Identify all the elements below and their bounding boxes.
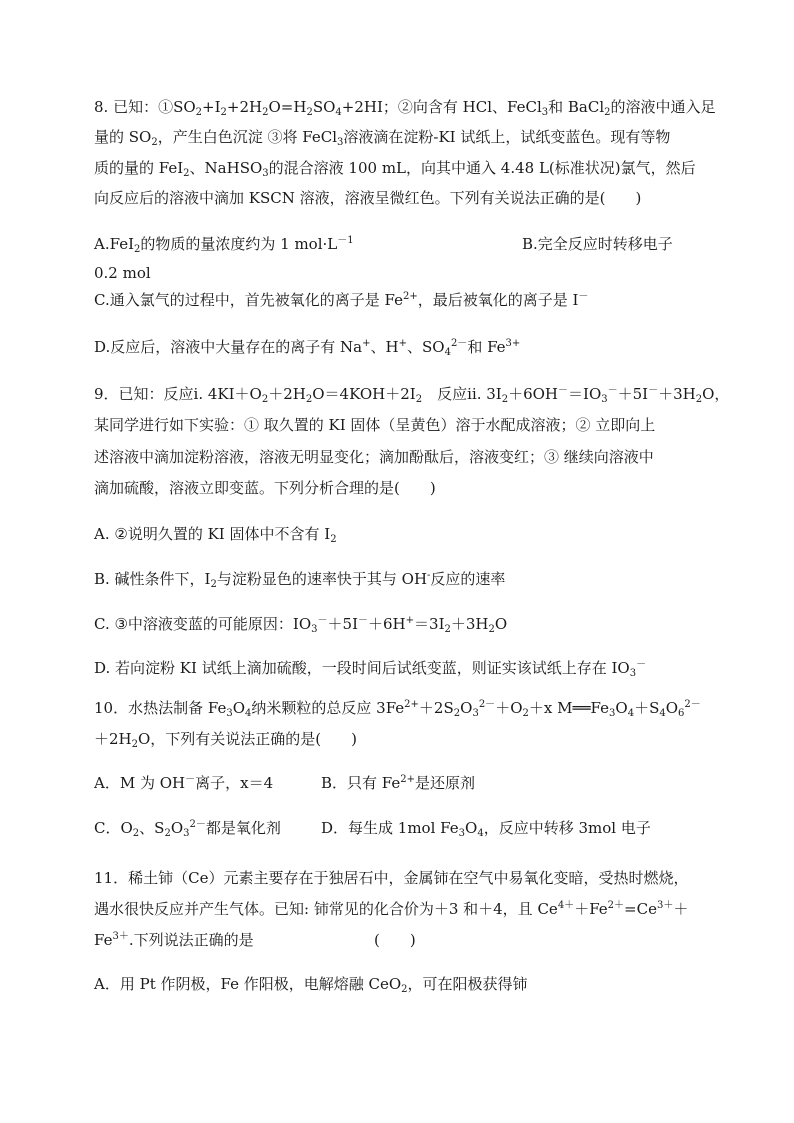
q11-line-2: 遇水很快反应并产生气体。已知: 铈常见的化合价为＋3 和＋4，且 $Ce^{4+}+Fe^{2+}=Ce^{3+}+$ xyxy=(94,900,689,918)
q9-line-2: 某同学进行如下实验：① 取久置的 KI 固体（呈黄色）溶于水配成溶液；② 立即向上 xyxy=(94,416,656,434)
q8-option-b: B.完全反应时转移电子 xyxy=(522,235,673,253)
q9-option-a: A. ②说明久置的 KI 固体中不含有 $I_2$ xyxy=(94,525,337,545)
q9-option-d: D. 若向淀粉 KI 试纸上滴加硫酸，一段时间后试纸变蓝，则证实该试纸上存在 $IO_3^-$ xyxy=(94,659,647,679)
q8-line-1: 8. 已知：$①SO_2+I_2+2H_2O=H_2SO_4+2HI$；②向含有 HCl、FeCl$_3$和 BaCl$_2$的溶液中通入足 xyxy=(94,98,716,118)
q9-line-1: 9．已知：反应ⅰ. $4KI+O_2+2H_2O=4KOH+2I_2$ 反应ⅱ. $3I_2+6OH^-=IO_3^-+5I^-+3H_2O$， xyxy=(94,385,730,405)
q8-line-2: 量的 $SO_2$，产生白色沉淀 ③将 FeCl$_3$溶液滴在淀粉-KI 试纸上，试纸变蓝色。现有等物 xyxy=(94,128,671,148)
q8-option-b-cont: 0.2 mol xyxy=(94,264,151,282)
q10-option-row-2 xyxy=(94,817,651,839)
q9-option-b: B. 碱性条件下，$I_2$与淀粉显色的速率快于其与 OH-反应的速率 xyxy=(94,570,506,590)
q8-option-a: A.FeI$_2$的物质的量浓度约为 1 $mol\cdot L^{-1}$ B.完全反应时转移电子 xyxy=(94,235,673,255)
q10-option-d: D．每生成 1mol $Fe_3O_4$，反应中转移 3mol 电子 xyxy=(321,819,651,839)
q8-line-3: 质的量的 FeI$_2$、NaHSO$_3$的混合溶液 100 mL，向其中通入 4.48 L(标准状况)氯气，然后 xyxy=(94,159,696,179)
q10-line-1: 10．水热法制备 $Fe_3O_4$纳米颗粒的总反应 $3Fe^{2+}+2S_2O_3^{2-}+O_2+x$ $M══Fe_3O_4+S_4O_6^{2-}$ xyxy=(94,699,701,719)
q11-line-3: $Fe^{3+}$.下列说法正确的是 ( ) xyxy=(94,931,416,949)
q9-option-c: C. ③中溶液变蓝的可能原因：$IO_3^-+5I^-+6H^+=3I_2+3H_2O$ xyxy=(94,615,508,635)
q9-line-3: 述溶液中滴加淀粉溶液，溶液无明显变化；滴加酚酞后，溶液变红；③ 继续向溶液中 xyxy=(94,448,654,466)
q10-line-2: $+2H_2O$，下列有关说法正确的是( ) xyxy=(94,730,358,750)
q10-option-b: B．只有 $Fe^{2+}$是还原剂 xyxy=(321,774,476,792)
q10-option-c: C．$O_2$、$S_2O_3^{2-}$都是氧化剂 xyxy=(94,819,281,839)
q11-option-a: A．用 Pt 作阴极，Fe 作阳极，电解熔融 CeO$_2$，可在阳极获得铈 xyxy=(94,975,528,995)
q10-option-a: A．M 为 OH－离子，x＝4 xyxy=(94,774,274,792)
q10-option-row-1 xyxy=(94,772,476,794)
q11-line-1: 11．稀土铈（Ce）元素主要存在于独居石中，金属铈在空气中易氧化变暗，受热时燃烧， xyxy=(94,869,689,887)
q9-line-4: 滴加硫酸，溶液立即变蓝。下列分析合理的是( ) xyxy=(94,479,436,497)
q8-option-d: D.反应后，溶液中大量存在的离子有 Na+、H+、$SO_4^{2-}$和 $Fe^{3+}$ xyxy=(94,338,521,358)
q8-line-4: 向反应后的溶液中滴加 KSCN 溶液，溶液呈微红色。下列有关说法正确的是( ) xyxy=(94,189,642,207)
q8-option-c: C.通入氯气的过程中，首先被氧化的离子是 $Fe^{2+}$，最后被氧化的离子是 I－ xyxy=(94,291,589,309)
